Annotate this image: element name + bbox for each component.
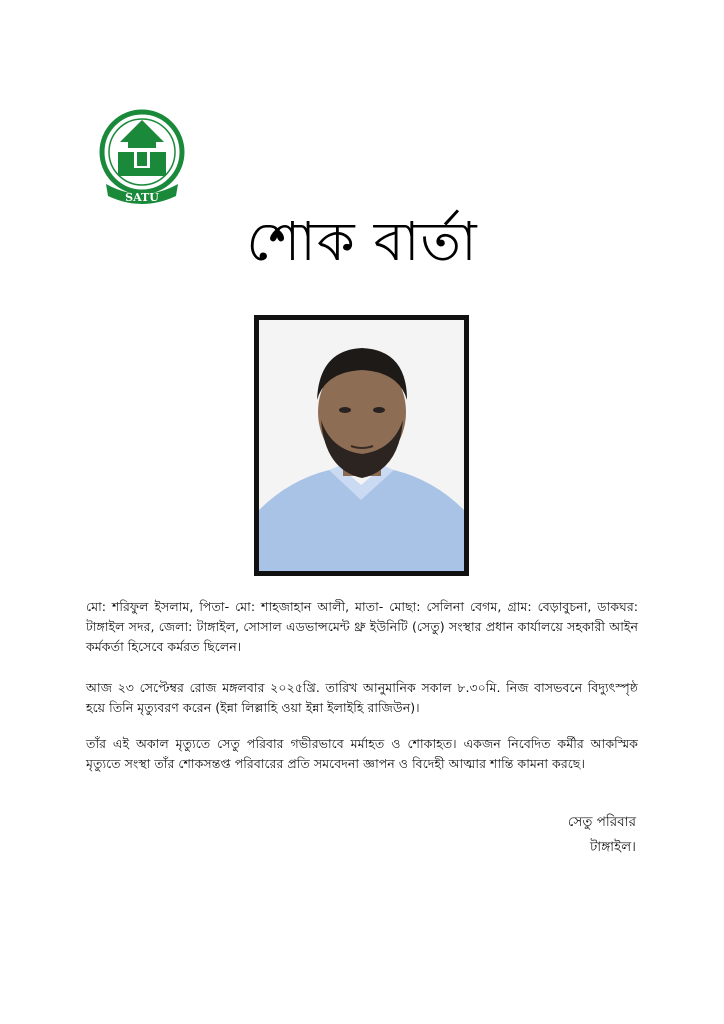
- signature-location: টাঙ্গাইল।: [589, 839, 636, 855]
- page-title: শোক বার্তা: [246, 210, 478, 273]
- paragraph-death-notice: আজ ২৩ সেপ্টেম্বর রোজ মঙ্গলবার ২০২৫খ্রি. তারিখ আনুমানিক সকাল ৮.৩০মি. নিজ বাসভবনে বিদ্যুৎস্পৃষ্ঠ হয়ে তিনি মৃত্যুবরণ করেন (ইন্না লিল্লাহি ওয়া ইন্না ইলাইহি রাজিউন)।: [86, 680, 638, 715]
- satu-logo-icon: [96, 108, 188, 208]
- portrait-frame: [254, 315, 469, 576]
- paragraph-condolence: তাঁর এই অকাল মৃত্যুতে সেতু পরিবার গভীরভাবে মর্মাহত ও শোকাহত। একজন নিবেদিত কর্মীর আকস্মিক মৃত্যুতে সংস্থা তাঁর শোকসন্তপ্ত পরিবারের প্রতি সমবেদনা জ্ঞাপন ও বিদেহী আত্মার শান্তি কামনা করছে।: [86, 736, 638, 771]
- logo-text: SATU: [125, 191, 159, 204]
- signature-organization: সেতু পরিবার: [567, 814, 636, 830]
- paragraph-biography: মো: শরিফুল ইসলাম, পিতা- মো: শাহজাহান আলী, মাতা- মোছা: সেলিনা বেগম, গ্রাম: বেড়াবুচনা, ডাকঘর: টাঙ্গাইল সদর, জেলা: টাঙ্গাইল, সোসাল এডভান্সমেন্ট থ্রু ইউনিটি (সেতু) সংস্থার প্রধান কার্যালয়ে সহকারী আইন কর্মকর্তা হিসেবে কর্মরত ছিলেন।: [86, 599, 638, 654]
- portrait-photo: [259, 320, 464, 571]
- satu-logo: [96, 108, 188, 208]
